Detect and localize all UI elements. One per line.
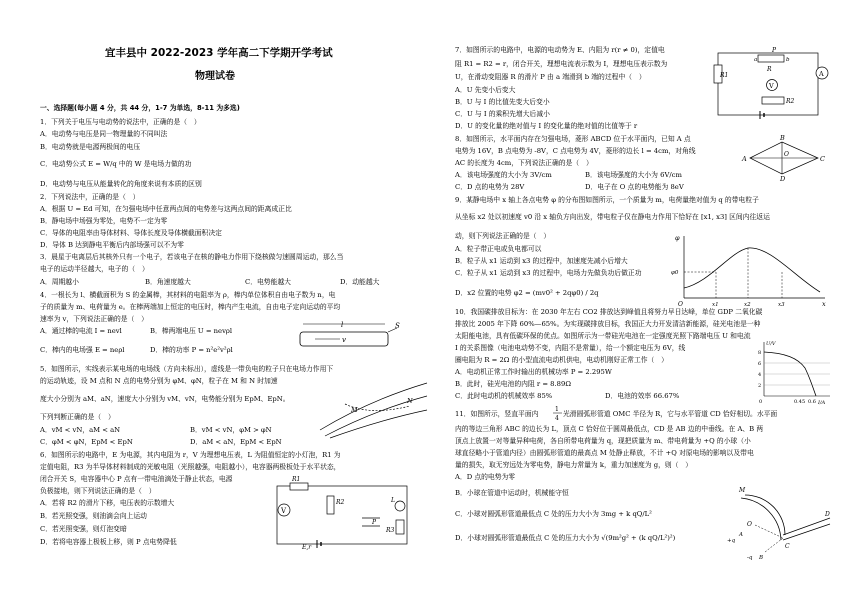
q9-line3: 动，则下列说法正确的是（ ）: [455, 232, 551, 240]
exam-title: 宜丰县中 2022-2023 学年高二下学期开学考试: [105, 47, 333, 59]
q3-option-c: C．电势能越大: [245, 278, 291, 286]
q6-r2-label: R2: [336, 499, 345, 506]
q9-line1: 9．某静电场中 x 轴上各点电势 φ 的分布图如图所示，一个质量为 m，电荷量绝对值为 q 的带电粒子: [455, 196, 759, 204]
q7-r2-label: R2: [786, 98, 795, 105]
q7-line2: 阻 R1 = R2 = r，闭合开关，理想电流表示数为 I，理想电压表示数为: [455, 60, 668, 68]
svg-text:1: 1: [555, 406, 559, 413]
q7-circuit-figure: [710, 45, 835, 125]
q6-line1: 6．如图所示的电路中，E 为电源，其内电阻为 r，V 为理想电压表，L 为阻值恒定的小灯泡，R1 为: [40, 451, 341, 459]
q2-option-c: C．导体的电阻率由导体材料、导体长度及导体横截面积决定: [40, 229, 222, 237]
q11-line2: 内的等边三角形 ABC 的边长为 L，顶点 C 恰好位于圆周最低点，CD 是 AB 边的中垂线。在 A、B 两: [455, 425, 764, 433]
q10-option-c: C．此时电动机的机械效率 85%: [455, 392, 553, 400]
q11-option-d: D．小球对圆弧形管道最低点 C 处的压力大小为 √(9m²g² + (k qQ/L²)²): [455, 534, 676, 542]
q7-r-label: R: [767, 66, 772, 73]
q9-option-d: D．x2 位置的电势 φ2 = (mv0² + 2qφ0) / 2q: [455, 289, 599, 297]
q10-line4: I 的关系图像（电池电动势不变，内阻不是常量），给一个额定电压为 6V，线: [455, 344, 686, 352]
q2-option-b: B．静电场中场强为零处，电势不一定为零: [40, 217, 168, 225]
q1-option-c: C．电动势公式 E = W/q 中的 W 是电场力做的功: [40, 160, 192, 168]
q11-point-d: D: [825, 511, 830, 518]
q11-point-o: O: [747, 521, 752, 528]
q9-option-b: B．粒子从 x1 运动到 x3 的过程中，加速度先减小后增大: [455, 257, 628, 265]
q7-option-c: C．U 与 I 的乘积先增大后减小: [455, 110, 550, 118]
q8-point-c: C: [820, 155, 825, 163]
q5-field-figure: [315, 378, 430, 438]
q3-option-d: D．动能越大: [340, 278, 380, 286]
q10-axis-i: I/A: [818, 400, 826, 406]
q4-option-c: C．棒内的电场强 E = neρl: [40, 346, 125, 354]
q5-point-n: N: [407, 397, 413, 405]
q4-velocity-label: v: [342, 336, 346, 344]
q4-option-a: A．通过棒的电流 I = nevl: [40, 327, 122, 335]
q9-option-a: A．粒子带正电或负电都可以: [455, 245, 542, 253]
q5-line1: 5．如图所示，实线表示某电场的电场线（方向未标出），虚线是一带负电的粒子只在电场力作用下: [40, 365, 334, 373]
q3-line1: 3．晨星于电离层后其核外只有一个电子，若该电子在核的静电力作用下绕核做匀速圆周运动，那么当: [40, 253, 344, 261]
q5-option-b: B．vM < vN，φM > φN: [190, 426, 272, 434]
q9-origin: O: [678, 301, 683, 308]
q11-quarter-fraction: [553, 404, 563, 424]
q11-option-b: B．小球在管道中运动时，机械能守恒: [455, 489, 569, 497]
q7-end-a: a: [754, 57, 758, 63]
q10-ui-graph: [750, 338, 835, 406]
q10-option-d: D．电池的效率 66.67%: [605, 392, 680, 400]
q2-option-a: A．根据 U = Ed 可知，在匀强电场中任意两点间的电势差与这两点间的距离成正比: [40, 205, 292, 213]
q3-line2: 电子的运动半径越大，电子的（ ）: [40, 265, 149, 273]
q2-stem: 2．下列说法中，正确的是（ ）: [40, 193, 140, 201]
q11-track-figure: [725, 480, 835, 560]
q7-voltmeter-label: V: [769, 82, 774, 90]
q6-circuit-figure: [272, 476, 417, 551]
q9-x1-label: x1: [712, 302, 719, 308]
q11-charge-plus: +q: [727, 538, 736, 544]
q9-x2-label: x2: [744, 302, 751, 308]
q3-option-b: B．角速度越大: [145, 278, 191, 286]
q6-source-label: E,r: [302, 544, 312, 551]
q9-option-c: C．粒子从 x1 运动到 x3 的过程中，电场力先做负功后做正功: [455, 269, 642, 277]
q6-line2: 定值电阻，R3 为半导体材料制成的光敏电阻（光照越强，电阻越小），电容器两极板处于水平状态，: [40, 463, 341, 471]
q10-option-a: A．电动机正常工作时输出的机械功率 P = 2.295W: [455, 368, 612, 376]
q9-potential-graph: [670, 232, 830, 310]
q9-x3-label: x3: [778, 302, 785, 308]
q3-option-a: A．周期越小: [40, 278, 79, 286]
q8-option-b: B．该电场强度的大小为 6V/cm: [585, 171, 682, 179]
q7-line3: U，在滑动变阻器 R 的滑片 P 由 a 端滑到 b 端的过程中（ ）: [455, 73, 646, 81]
q8-line1: 8．如图所示，水平面内存在匀强电场，菱形 ABCD 位于水平面内，已知 A 点: [455, 135, 691, 143]
q4-line1: 4．一根长为 l、横截面积为 S 的金属棒，其材料的电阻率为 ρ，棒内单位体积自由电子数为 n，电: [40, 291, 336, 299]
q11-line1b: 光滑圆弧形管道 OMC 半径为 R，它与水平管道 CD 恰好相切。水平面: [563, 410, 778, 418]
q8-point-o: O: [784, 151, 789, 158]
q6-option-c: C．若光照变强，则灯泡变暗: [40, 525, 127, 533]
q8-rhombus-figure: [740, 134, 830, 182]
q1-option-b: B．电动势就是电源两极间的电压: [40, 143, 141, 151]
q11-line4: 球直径略小于管道内径）由圆弧形管道的最高点 M 处静止释放，不计 +Q 对原电场的影响以及带电: [455, 449, 754, 457]
q7-option-d: D．U 的变化量的绝对值与 I 的变化量的绝对值的比值等于 r: [455, 122, 638, 130]
q10-axis-u: U/V: [766, 341, 776, 347]
q6-r3-label: R3: [386, 527, 395, 534]
q10-option-b: B．此时，硅光电池的内阻 r = 8.89Ω: [455, 380, 571, 388]
q10-tick-8: 8: [758, 350, 762, 356]
q8-point-d: D: [780, 175, 786, 183]
q6-line4: 负极接地，则下列说法正确的是（ ）: [40, 487, 156, 495]
q4-line2: 子的质量为 m、电荷量为 e。在棒两端加上恒定的电压时，棒内产生电流，自由电子定向运动的平均: [40, 303, 341, 311]
q6-r1-label: R1: [292, 476, 301, 483]
q11-point-m: M: [739, 487, 746, 494]
q9-axis-phi: φ: [675, 234, 680, 242]
q6-option-d: D．若将电容器上极板上移，则 P 点电势降低: [40, 538, 177, 546]
q1-stem: 1．下列关于电压与电动势的说法中，正确的是（ ）: [40, 118, 201, 126]
q8-line3: AC 的长度为 4cm，下列说法正确的是（ ）: [455, 159, 593, 167]
q11-option-c: C．小球对圆弧形管道最低点 C 处的压力大小为 3mg + k qQ/L²: [455, 510, 652, 518]
q10-line2: 排放比 2005 年下降 60%—65%。为实现碳排放目标，我国正大力开发清洁新能源，硅光电池是一种: [455, 320, 761, 328]
q6-voltmeter-label: V: [281, 507, 287, 515]
q5-option-c: C．φM < φN，EpM < EpN: [40, 438, 133, 446]
q4-length-label: l: [341, 321, 344, 329]
q10-tick-06: 0.6: [808, 399, 816, 405]
q10-tick-2: 2: [758, 383, 762, 389]
q4-option-b: B．棒两端电压 U = nevρl: [150, 327, 233, 335]
section-heading: 一、选择题(每小题 4 分，共 44 分，1-7 为单选，8-11 为多选): [40, 104, 240, 112]
q5-line4: 下列判断正确的是（ ）: [40, 413, 115, 421]
q6-option-a: A．若将 R2 的滑片下移，电压表的示数增大: [40, 499, 175, 507]
svg-text:4: 4: [555, 415, 559, 422]
q7-slider-label: P: [772, 47, 777, 54]
q5-option-a: A．vM < vN，aM < aN: [40, 426, 121, 434]
q4-rod-figure: [285, 318, 405, 356]
q5-option-d: D．aM < aN，EpM < EpN: [190, 438, 282, 446]
q10-line5: 圈电阻为 R = 2Ω 的小型直流电动机供电，电动机刚好正常工作（ ）: [455, 356, 668, 364]
q8-point-a: A: [742, 155, 747, 163]
q11-line3: 顶点上放置一对等量异种电荷，各自所带电荷量为 q，现把质量为 m、带电荷量为 +Q 的小球（小: [455, 437, 751, 445]
q11-line5: 量的损失，取无穷远处为零电势，静电力常量为 k，重力加速度为 g，则（ ）: [455, 461, 693, 469]
q7-end-b: b: [786, 57, 790, 63]
q9-phi0-label: φ0: [671, 270, 679, 276]
q9-line2: 从坐标 x2 处以初速度 v0 沿 x 轴负方向出发，带电粒子仅在静电力作用下恰好在 [x1, x3] 区间内往返运: [455, 213, 770, 221]
q7-option-b: B．U 与 I 的比值先变大后变小: [455, 98, 550, 106]
q10-tick-4: 4: [758, 372, 762, 378]
q8-point-b: B: [780, 134, 785, 142]
q11-charge-minus: -q: [747, 555, 753, 561]
q10-line3: 太阳能电池，具有低碳环保的优点。如图所示为一带硅光电池在一定强度光照下路端电压 U 和电流: [455, 332, 751, 340]
q8-option-c: C．D 点的电势为 28V: [455, 183, 525, 191]
q11-line1a: 11．如图所示，竖直平面内: [455, 410, 539, 418]
q11-point-a: A: [739, 532, 743, 538]
q7-r1-label: R1: [720, 72, 729, 79]
q10-tick-045: 0.45: [794, 399, 806, 405]
q6-line3: 闭合开关 S，电容器中心 P 点有一带电油滴处于静止状态，电源: [40, 475, 233, 483]
q11-option-a: A．D 点的电势为零: [455, 473, 516, 481]
q4-area-label: S: [395, 322, 400, 330]
q1-option-d: D．电动势与电压从能量转化的角度来说有本质的区别: [40, 180, 202, 188]
q8-option-d: D．电子在 O 点的电势能为 8eV: [585, 183, 684, 191]
q11-point-c: C: [785, 543, 790, 550]
q4-line3: 速率为 v，下列说法正确的是（ ）: [40, 315, 148, 323]
q10-tick-6: 6: [758, 361, 762, 367]
exam-subtitle: 物理试卷: [195, 71, 235, 82]
q5-line3: 度大小分别为 aM、aN，速度大小分别为 vM、vN，电势能分别为 EpM、EpN。: [40, 395, 290, 403]
q9-axis-x: x: [822, 300, 826, 308]
q2-option-d: D．导体 B 达到静电平衡后内部场强可以不为零: [40, 241, 184, 249]
q6-point-p: P: [372, 519, 377, 526]
q8-line2: 电势为 16V，B 点电势为 -8V，C 点电势为 4V，菱形的边长 l = 4cm，对角线: [455, 147, 696, 155]
q7-option-a: A．U 先变小后变大: [455, 86, 516, 94]
q8-option-a: A．该电场强度的大小为 3V/cm: [455, 171, 552, 179]
q6-option-b: B．若光照变强，则油滴会向上运动: [40, 512, 147, 520]
q7-line1: 7．如图所示的电路中，电源的电动势为 E、内阻为 r(r ≠ 0)，定值电: [455, 46, 665, 54]
q5-line2: 的运动轨迹，设 M 点和 N 点的电势分别为 φM、φN，粒子在 M 和 N 时加速: [40, 377, 278, 385]
q4-option-d: D．棒的功率 P = n²e²v²ρl: [150, 346, 233, 354]
q7-ammeter-label: A: [819, 70, 824, 78]
q11-point-b: B: [759, 555, 764, 561]
q10-tick-0: 0: [759, 399, 763, 405]
q6-lamp-label: L: [391, 497, 395, 504]
q10-line1: 10．我国碳排放目标为：在 2030 年左右 CO2 排放达到峰值且将努力早日达峰，单位 GDP 二氧化碳: [455, 308, 763, 316]
q5-point-m: M: [351, 406, 358, 414]
q1-option-a: A．电动势与电压是同一物理量的不同叫法: [40, 130, 168, 138]
